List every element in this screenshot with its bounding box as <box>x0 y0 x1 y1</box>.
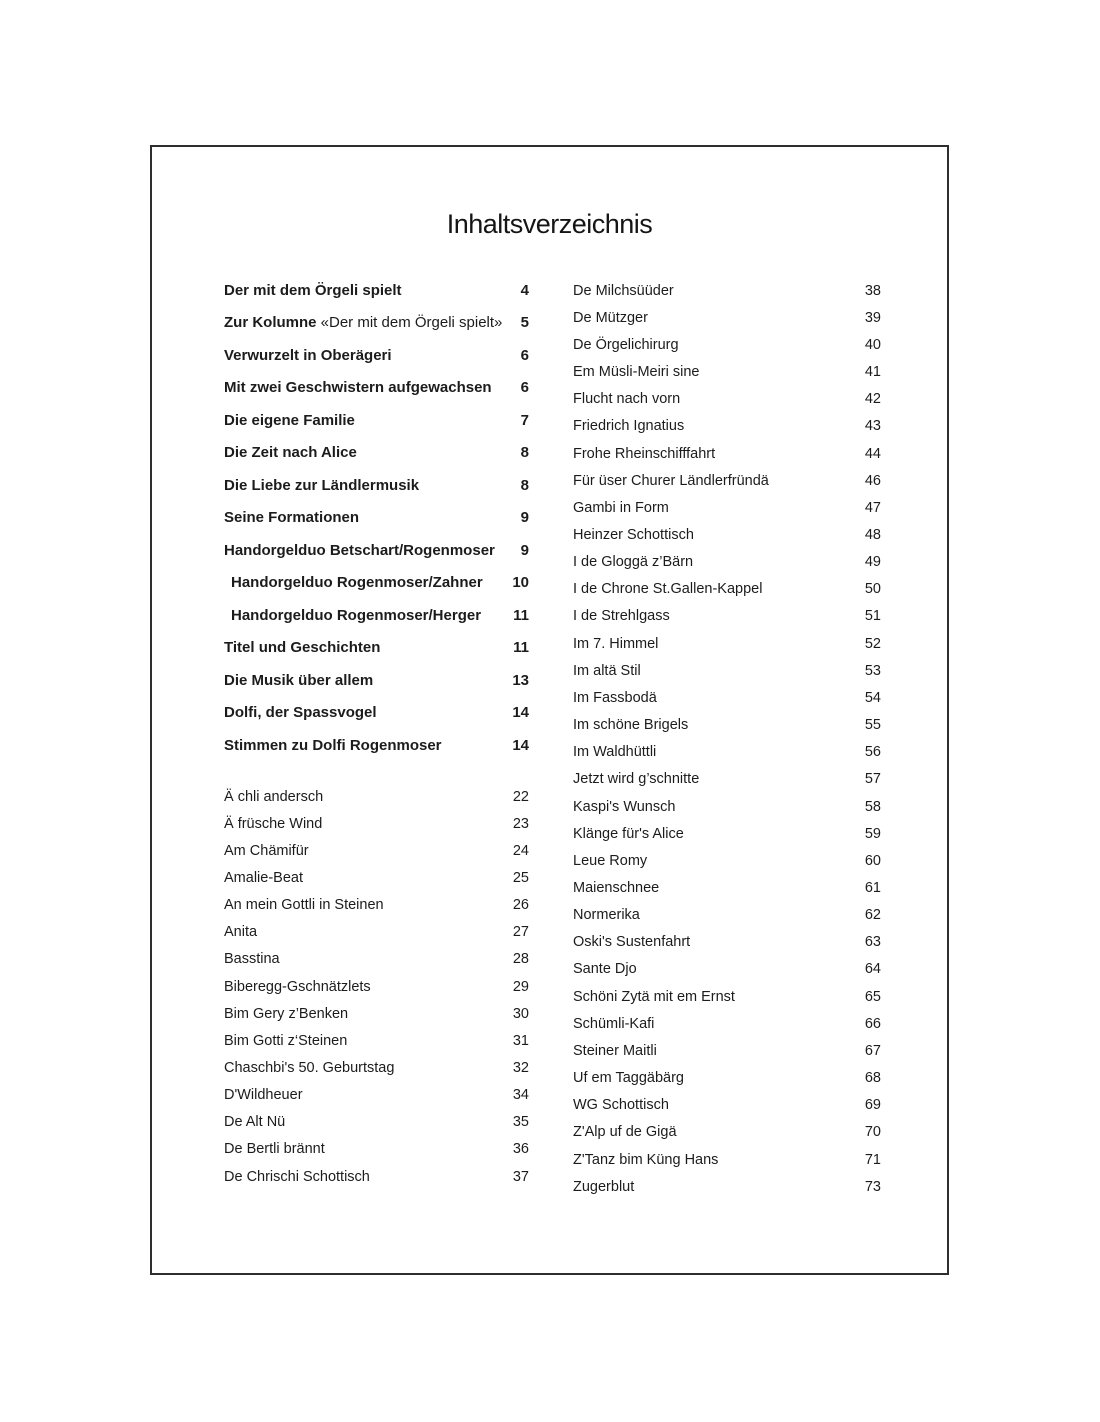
toc-entry <box>224 307 529 340</box>
toc-entry <box>573 576 881 603</box>
toc-entry <box>224 502 529 535</box>
toc-entry-page-number: 34 <box>512 1087 529 1104</box>
toc-entry-title: D'Wildheuer <box>224 1087 303 1104</box>
toc-entry <box>573 657 881 684</box>
toc-entry-page-number: 59 <box>864 825 881 842</box>
toc-entry <box>224 810 529 837</box>
toc-entry-title: Der mit dem Örgeli spielt <box>224 281 402 299</box>
toc-entry-title: Leue Romy <box>573 852 648 869</box>
toc-entry-title: Im 7. Himmel <box>573 635 659 652</box>
toc-entry <box>573 874 881 901</box>
toc-entry-page-number: 63 <box>864 934 881 951</box>
toc-entry-title: Handorgelduo Rogenmoser/Herger <box>231 606 482 624</box>
toc-song-list-left <box>224 783 529 1190</box>
toc-entry <box>224 339 529 372</box>
toc-entry <box>573 1065 881 1092</box>
toc-entry-title: Titel und Geschichten <box>224 639 381 657</box>
toc-entry-page-number: 22 <box>512 788 529 805</box>
toc-entry-title: Schöni Zytä mit em Ernst <box>573 988 735 1005</box>
toc-entry-page-number: 42 <box>864 391 881 408</box>
toc-entry-page-number: 14 <box>512 704 529 722</box>
toc-entry <box>224 892 529 919</box>
toc-entry-page-number: 64 <box>864 961 881 978</box>
toc-entry-title: Basstina <box>224 951 280 968</box>
toc-entry-title: Klänge für's Alice <box>573 825 684 842</box>
toc-entry <box>224 664 529 697</box>
toc-entry-title: Am Chämifür <box>224 842 309 859</box>
toc-entry-title: Anita <box>224 924 258 941</box>
toc-entry-title: Gambi in Form <box>573 499 669 516</box>
toc-entry <box>224 919 529 946</box>
toc-entry-page-number: 6 <box>520 379 529 397</box>
toc-entry-page-number: 44 <box>864 445 881 462</box>
toc-entry-title: I de Chrone St.Gallen-Kappel <box>573 581 763 598</box>
toc-entry <box>224 437 529 470</box>
book-page <box>150 145 949 1275</box>
toc-entry-page-number: 14 <box>512 736 529 754</box>
toc-entry-title: De Örgelichirurg <box>573 336 679 353</box>
toc-entry-title: De Milchsüüder <box>573 282 674 299</box>
toc-entry-page-number: 61 <box>864 880 881 897</box>
toc-entry-title: De Chrischi Schottisch <box>224 1168 370 1185</box>
toc-entry-title: Friedrich Ignatius <box>573 418 685 435</box>
page-title: Inhaltsverzeichnis <box>446 209 653 239</box>
toc-entry <box>224 469 529 502</box>
toc-entry-title: Verwurzelt in Oberägeri <box>224 346 392 364</box>
toc-entry-page-number: 73 <box>864 1178 881 1195</box>
toc-entry-title: Die Liebe zur Ländlermusik <box>224 476 420 494</box>
toc-entry <box>573 983 881 1010</box>
toc-entry <box>573 1092 881 1119</box>
toc-entry <box>224 534 529 567</box>
toc-entry-page-number: 29 <box>512 978 529 995</box>
toc-entry-title: Uf em Taggäbärg <box>573 1070 684 1087</box>
toc-entry <box>573 549 881 576</box>
toc-entry <box>224 729 529 762</box>
toc-entry <box>224 599 529 632</box>
toc-entry-page-number: 71 <box>864 1151 881 1168</box>
toc-entry-page-number: 24 <box>512 842 529 859</box>
toc-entry-page-number: 38 <box>864 282 881 299</box>
toc-entry-page-number: 55 <box>864 717 881 734</box>
toc-entry-page-number: 65 <box>864 988 881 1005</box>
toc-entry-page-number: 13 <box>512 671 529 689</box>
toc-entry <box>573 1037 881 1064</box>
toc-entry-page-number: 54 <box>864 689 881 706</box>
toc-entry-page-number: 4 <box>520 281 529 299</box>
toc-entry-title: Heinzer Schottisch <box>573 526 694 543</box>
toc-entry <box>573 820 881 847</box>
toc-entry-page-number: 62 <box>864 907 881 924</box>
toc-entry <box>224 632 529 665</box>
toc-entry-page-number: 25 <box>512 869 529 886</box>
toc-entry-title: Im Fassbodä <box>573 689 657 706</box>
toc-entry-page-number: 36 <box>512 1141 529 1158</box>
toc-entry-title: Die eigene Familie <box>224 411 355 429</box>
toc-entry <box>573 413 881 440</box>
toc-entry-page-number: 26 <box>512 897 529 914</box>
toc-entry <box>224 946 529 973</box>
toc-entry-page-number: 60 <box>864 852 881 869</box>
toc-entry <box>224 1136 529 1163</box>
toc-entry-page-number: 41 <box>864 364 881 381</box>
toc-entry-page-number: 47 <box>864 499 881 516</box>
toc-entry-title: Ä früsche Wind <box>224 815 323 832</box>
toc-entry <box>573 630 881 657</box>
toc-entry-title: Im schöne Brigels <box>573 717 689 734</box>
toc-entry-title: Z'Tanz bim Küng Hans <box>573 1151 719 1168</box>
toc-entry-title: De Mützger <box>573 309 648 326</box>
toc-entry-title: WG Schottisch <box>573 1097 669 1114</box>
toc-entry-title: Die Zeit nach Alice <box>224 444 357 462</box>
toc-entry-title: Zugerblut <box>573 1178 635 1195</box>
toc-entry-title: Amalie-Beat <box>224 869 303 886</box>
toc-entry-title: Ä chli andersch <box>224 788 324 805</box>
toc-entry-page-number: 35 <box>512 1114 529 1131</box>
toc-entry <box>573 739 881 766</box>
toc-entry-title: An mein Gottli in Steinen <box>224 897 384 914</box>
toc-entry-subtitle: «Der mit dem Örgeli spielt» <box>316 314 503 332</box>
toc-entry-title: Handorgelduo Rogenmoser/Zahner <box>231 574 483 592</box>
toc-entry <box>573 1146 881 1173</box>
toc-entry-page-number: 32 <box>512 1059 529 1076</box>
toc-entry-title: Oski's Sustenfahrt <box>573 934 691 951</box>
toc-entry-page-number: 58 <box>864 798 881 815</box>
toc-entry-title: Z'Alp uf de Gigä <box>573 1124 677 1141</box>
toc-entry <box>224 404 529 437</box>
toc-entry-title: Chaschbi's 50. Geburtstag <box>224 1059 395 1076</box>
toc-entry-title: Im altä Stil <box>573 662 641 679</box>
toc-entry-page-number: 52 <box>864 635 881 652</box>
toc-entry <box>573 331 881 358</box>
toc-entry-title: Stimmen zu Dolfi Rogenmoser <box>224 736 442 754</box>
toc-entry <box>224 1027 529 1054</box>
toc-entry-page-number: 48 <box>864 526 881 543</box>
toc-entry-page-number: 43 <box>864 418 881 435</box>
toc-entry <box>573 521 881 548</box>
toc-entry-title: Die Musik über allem <box>224 671 374 689</box>
toc-entry-page-number: 9 <box>520 509 529 527</box>
toc-entry <box>224 837 529 864</box>
toc-entry-title: Biberegg-Gschnätzlets <box>224 978 371 995</box>
toc-entry-page-number: 37 <box>512 1168 529 1185</box>
toc-entry-title: Seine Formationen <box>224 509 360 527</box>
toc-entry <box>573 467 881 494</box>
toc-entry-page-number: 68 <box>864 1070 881 1087</box>
toc-entry <box>573 793 881 820</box>
toc-entry-title: Em Müsli-Meiri sine <box>573 364 700 381</box>
toc-entry-page-number: 50 <box>864 581 881 598</box>
toc-entry-title: I de Gloggä z’Bärn <box>573 554 694 571</box>
toc-entry-title: Für üser Churer Ländlerfründä <box>573 472 769 489</box>
toc-entry <box>573 1173 881 1200</box>
toc-entry-page-number: 11 <box>513 606 529 624</box>
toc-entry <box>224 372 529 405</box>
toc-entry-page-number: 51 <box>864 608 881 625</box>
toc-entry <box>573 358 881 385</box>
toc-entry-title: Zur Kolumne «Der mit dem Örgeli spielt» <box>224 314 503 332</box>
toc-entry <box>224 1082 529 1109</box>
toc-entry <box>224 1000 529 1027</box>
toc-song-list-right <box>573 277 881 1200</box>
toc-entry <box>224 1163 529 1190</box>
toc-entry-page-number: 49 <box>864 554 881 571</box>
toc-entry-page-number: 30 <box>512 1005 529 1022</box>
toc-entry-title: Bim Gery z’Benken <box>224 1005 349 1022</box>
toc-entry-page-number: 39 <box>864 309 881 326</box>
toc-entry-title: Steiner Maitli <box>573 1042 657 1059</box>
toc-entry <box>573 929 881 956</box>
toc-entry <box>573 494 881 521</box>
toc-entry-title: Handorgelduo Betschart/Rogenmoser <box>224 541 495 559</box>
toc-entry-page-number: 46 <box>864 472 881 489</box>
toc-entry <box>224 697 529 730</box>
toc-entry-title: Sante Djo <box>573 961 637 978</box>
toc-entry-page-number: 56 <box>864 744 881 761</box>
toc-entry-title: De Alt Nü <box>224 1114 286 1131</box>
toc-entry-title: Schümli-Kafi <box>573 1015 655 1032</box>
toc-entry <box>224 783 529 810</box>
toc-entry-title: Bim Gotti z‘Steinen <box>224 1032 348 1049</box>
toc-entry <box>573 386 881 413</box>
toc-entry <box>573 712 881 739</box>
toc-entry <box>224 973 529 1000</box>
toc-entry-title: Maienschnee <box>573 880 660 897</box>
toc-entry <box>573 1119 881 1146</box>
toc-entry-title: Mit zwei Geschwistern aufgewachsen <box>224 379 492 397</box>
toc-entry-page-number: 66 <box>864 1015 881 1032</box>
toc-entry-page-number: 40 <box>864 336 881 353</box>
toc-entry-page-number: 5 <box>520 314 529 332</box>
toc-entry <box>224 1109 529 1136</box>
toc-entry <box>573 902 881 929</box>
toc-entry-title: Flucht nach vorn <box>573 391 681 408</box>
toc-entry <box>573 766 881 793</box>
toc-entry <box>573 847 881 874</box>
toc-entry-title: Frohe Rheinschifffahrt <box>573 445 716 462</box>
toc-entry-page-number: 8 <box>520 444 529 462</box>
toc-entry <box>573 277 881 304</box>
toc-entry-page-number: 7 <box>520 411 529 429</box>
toc-entry-page-number: 11 <box>513 639 529 657</box>
toc-entry-title: I de Strehlgass <box>573 608 670 625</box>
toc-entry-title: Dolfi, der Spassvogel <box>224 704 377 722</box>
toc-entry <box>573 603 881 630</box>
toc-entry-page-number: 57 <box>864 771 881 788</box>
toc-entry <box>573 1010 881 1037</box>
toc-entry-page-number: 53 <box>864 662 881 679</box>
toc-entry-page-number: 70 <box>864 1124 881 1141</box>
toc-entry-page-number: 67 <box>864 1042 881 1059</box>
toc-entry <box>224 567 529 600</box>
toc-entry-page-number: 69 <box>864 1097 881 1114</box>
toc-entry <box>224 274 529 307</box>
toc-entry <box>573 956 881 983</box>
toc-entry-page-number: 8 <box>520 476 529 494</box>
toc-entry-page-number: 27 <box>512 924 529 941</box>
toc-entry <box>573 304 881 331</box>
toc-entry <box>573 684 881 711</box>
toc-entry <box>573 440 881 467</box>
toc-entry-title: Jetzt wird g’schnitte <box>573 771 700 788</box>
toc-entry <box>224 864 529 891</box>
toc-entry-title: Kaspi's Wunsch <box>573 798 676 815</box>
toc-entry-page-number: 23 <box>512 815 529 832</box>
toc-entry-page-number: 28 <box>512 951 529 968</box>
toc-entry-title: Im Waldhüttli <box>573 744 657 761</box>
toc-chapter-list <box>224 274 529 762</box>
toc-entry-title: De Bertli brännt <box>224 1141 325 1158</box>
toc-entry-page-number: 6 <box>520 346 529 364</box>
toc-entry-title: Normerika <box>573 907 640 924</box>
toc-entry-page-number: 10 <box>512 574 529 592</box>
toc-entry-page-number: 31 <box>512 1032 529 1049</box>
toc-entry <box>224 1054 529 1081</box>
toc-entry-page-number: 9 <box>520 541 529 559</box>
